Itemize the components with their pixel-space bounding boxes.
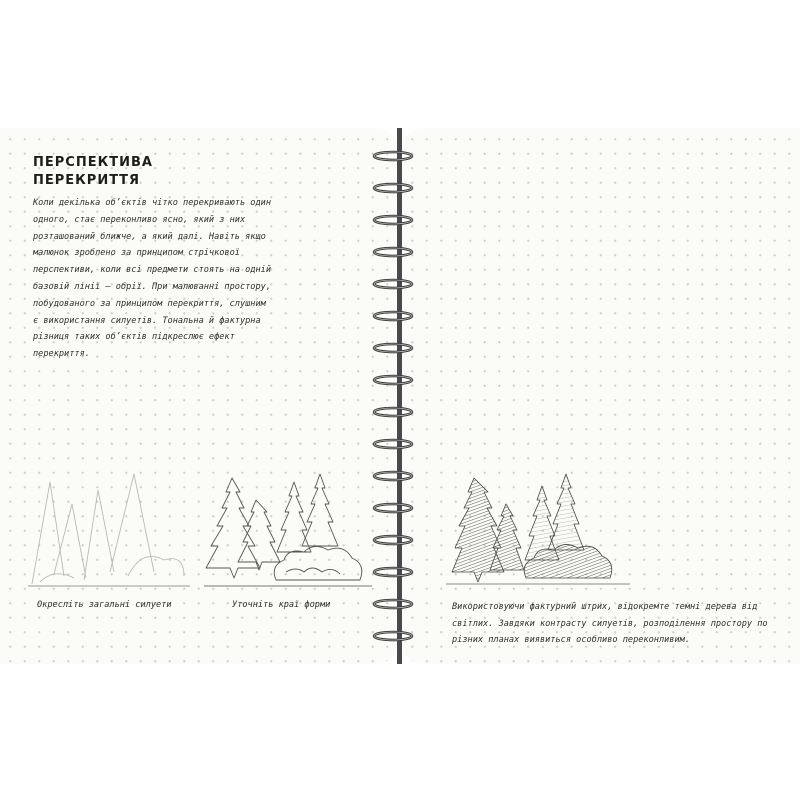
spiral-ring [372,438,414,450]
spiral-binding [372,140,416,660]
tree-outlines-refined-illustration [202,468,374,592]
spiral-ring [372,406,414,418]
spiral-ring [372,470,414,482]
spiral-ring [372,246,414,258]
spiral-ring [372,214,414,226]
caption-step-3: Використовуючи фактурний штрих, відокремте темні дерева від світлих. Завдяки контрасту силуетів, розподілення простору по різних планах виявиться особливо переконливим. [452,602,768,645]
trees-textured-hatching-illustration [444,466,634,590]
caption-step-1: Окресліть загальні силуети [37,600,172,610]
spiral-ring [372,278,414,290]
spiral-ring [372,534,414,546]
spiral-ring [372,150,414,162]
tree-silhouettes-outline-illustration [24,468,194,592]
spiral-ring [372,630,414,642]
body-paragraph: Коли декілька об’єктів чітко перекривають один одного, стає переконливо ясно, який з них розташований ближче, а який далі. Навіть якщо малюнок зроблено за принципом стрічкової перспективи, коли всі предмети стоять на одній базовій лінії — обрії. При малюванні простору, побудованого за принципом перекриття, слушним є використання силуетів. Тональна й фактурна різниця таких об’єктів підкреслює ефект перекриття. [33,198,271,360]
spiral-ring [372,598,414,610]
spiral-ring [372,182,414,194]
caption-step-2: Уточніть краї форми [232,600,331,610]
spiral-ring [372,342,414,354]
page-title: ПЕРСПЕКТИВА ПЕРЕКРИТТЯ [33,155,153,188]
spiral-ring [372,566,414,578]
spiral-ring [372,310,414,322]
spiral-ring [372,374,414,386]
spiral-ring [372,502,414,514]
